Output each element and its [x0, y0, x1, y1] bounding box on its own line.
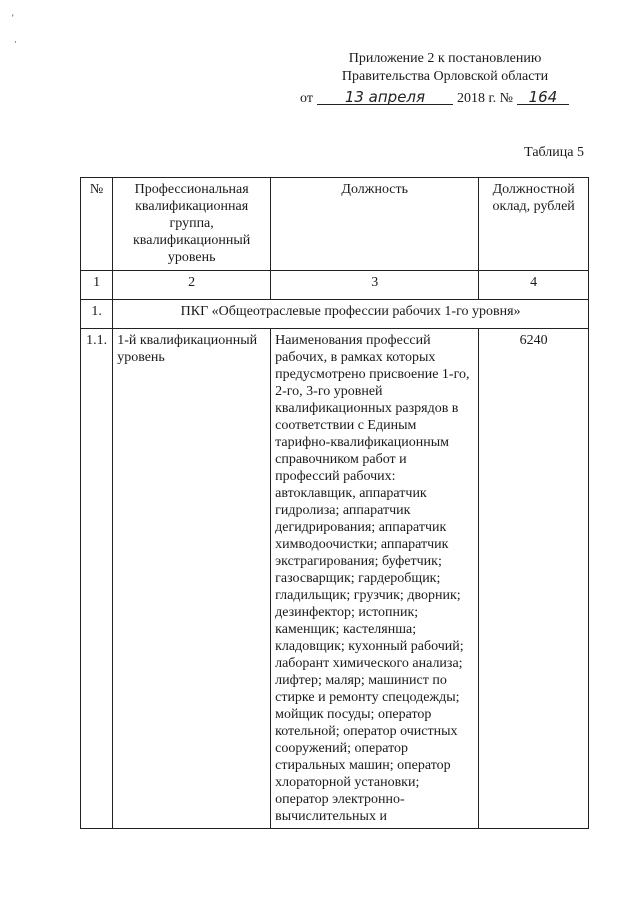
header-cell-salary: Должностной оклад, рублей [479, 178, 589, 271]
margin-mark: ' [12, 13, 14, 23]
column-number: 1 [81, 271, 113, 300]
year-text: 2018 г. № [456, 91, 513, 106]
column-number: 3 [271, 271, 479, 300]
handwritten-date: 13 апреля [344, 88, 426, 106]
salary-value: 6240 [479, 329, 589, 829]
date-field [317, 88, 453, 105]
date-prefix: от [300, 91, 313, 106]
header-cell-position: Должность [271, 178, 479, 271]
section-number: 1. [81, 300, 113, 329]
column-number: 4 [479, 271, 589, 300]
header-line-3 [300, 88, 590, 108]
table-header-row [81, 178, 589, 271]
salary-table [80, 177, 589, 829]
margin-mark: · [14, 37, 17, 47]
number-field [517, 88, 569, 105]
section-row [81, 300, 589, 329]
header-cell-group: Профессиональная квалификационная группа, квалификационный уровень [113, 178, 271, 271]
table-title: Таблица 5 [524, 145, 584, 160]
section-title: ПКГ «Общеотраслевые профессии рабочих 1-го уровня» [113, 300, 589, 329]
qualification-level: 1-й квалификационный уровень [113, 329, 271, 829]
table-row [81, 329, 589, 829]
handwritten-number: 164 [528, 88, 558, 106]
header-line-2: Правительства Орловской области [341, 69, 549, 84]
row-number: 1.1. [81, 329, 113, 829]
document-header [300, 50, 590, 108]
column-number: 2 [113, 271, 271, 300]
column-number-row [81, 271, 589, 300]
positions-list: Наименования профессий рабочих, в рамках которых предусмотрено присвоение 1-го, 2-го, 3-го уровней квалификационных разрядов в соответствии с Единым тарифно-квалификационным справочником работ и профессий рабочих: автоклавщик, аппаратчик гидролиза; аппаратчик дегидрирования; аппаратчик химводоочистки; аппаратчик экстрагирования; буфетчик; газосварщик; гардеробщик; гладильщик; грузчик; дворник; дезинфектор; истопник; каменщик; кастелянша; кладовщик; кухонный рабочий; лаборант химического анализа; лифтер; маляр; машинист по стирке и ремонту спецодежды; мойщик посуды; оператор котельной; оператор очистных сооружений; оператор стиральных машин; оператор хлораторной установки; оператор электронно-вычислительных и [271, 329, 479, 829]
header-line-1: Приложение 2 к постановлению [348, 51, 542, 66]
header-cell-number: № [81, 178, 113, 271]
